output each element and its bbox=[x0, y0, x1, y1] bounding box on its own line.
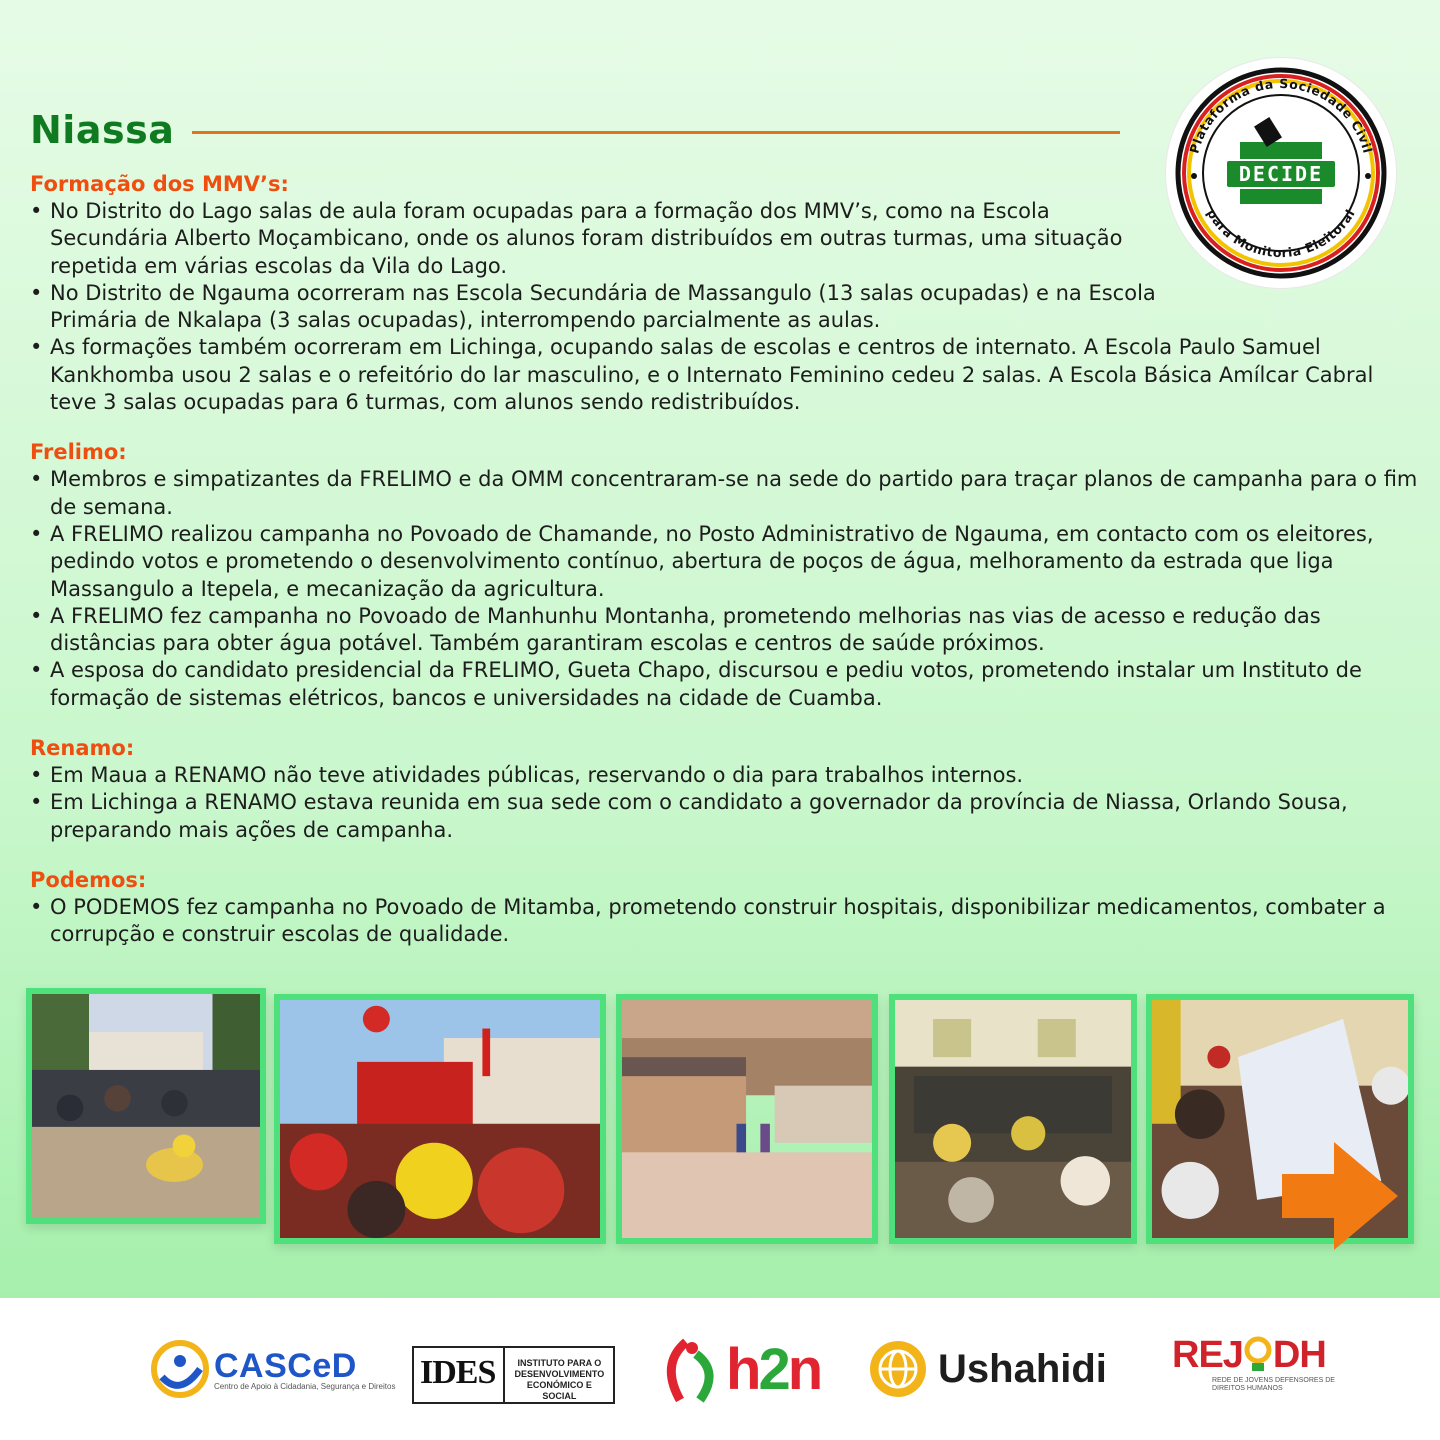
logo-bottom-text: para Monitoria Eleitoral bbox=[1204, 206, 1358, 261]
partners-footer bbox=[0, 1298, 1440, 1440]
logo-top-text: Plataforma da Sociedade Civil bbox=[1186, 75, 1376, 156]
list-item: • No Distrito de Ngauma ocorreram nas Escola Secundária de Massangulo (13 salas ocupadas) e na Escola Primária de Nkalapa (3 salas ocupadas), interrompendo parcialmente as aulas. bbox=[30, 280, 1160, 335]
casced-logo-icon bbox=[150, 1339, 210, 1399]
rejodh-subtitle: REDE DE JOVENS DEFENSORES DE DIREITOS HUMANOS bbox=[1212, 1376, 1335, 1392]
rejodh-name-b: DH bbox=[1272, 1333, 1326, 1376]
h2n-wordmark bbox=[726, 1336, 820, 1403]
globe-icon bbox=[866, 1337, 930, 1401]
photo-frelimo-rally bbox=[274, 994, 606, 1244]
photo-school-building bbox=[616, 994, 878, 1244]
photo-image bbox=[622, 1000, 872, 1238]
partner-ushahidi bbox=[866, 1334, 1107, 1404]
logo-center-text: DECIDE bbox=[1238, 162, 1324, 186]
rejodh-name-a: REJ bbox=[1172, 1333, 1243, 1376]
title-row bbox=[30, 108, 1130, 152]
section-heading: Podemos: bbox=[30, 867, 147, 892]
list-item: • Em Maua a RENAMO não teve atividades públicas, reservando o dia para trabalhos internos. bbox=[30, 762, 1420, 789]
bullet-list bbox=[30, 894, 1420, 949]
h2n-letter-n: n bbox=[787, 1336, 821, 1402]
list-item: • A esposa do candidato presidencial da FRELIMO, Gueta Chapo, discursou e pediu votos, prometendo instalar um Instituto de formação de sistemas elétricos, bancos e universidades na cidade de Cuamba. bbox=[30, 657, 1420, 712]
h2n-logo-icon bbox=[656, 1334, 726, 1404]
photo-classroom-training bbox=[889, 994, 1137, 1244]
title-divider bbox=[192, 131, 1120, 134]
bullet-list bbox=[30, 762, 1420, 844]
section-podemos bbox=[30, 866, 1420, 949]
photo-crowd-outdoor bbox=[26, 988, 266, 1224]
casced-name: CASCeD bbox=[214, 1347, 357, 1385]
partner-ides bbox=[412, 1340, 615, 1410]
casced-subtitle: Centro de Apoio à Cidadania, Segurança e Direitos bbox=[214, 1382, 396, 1391]
list-item: • O PODEMOS fez campanha no Povoado de Mitamba, prometendo construir hospitais, disponibilizar medicamentos, combater a corrupção e construir escolas de qualidade. bbox=[30, 894, 1420, 949]
list-item: • Em Lichinga a RENAMO estava reunida em sua sede com o candidato a governador da província de Niassa, Orlando Sousa, preparando mais ações de campanha. bbox=[30, 789, 1420, 844]
list-item bbox=[30, 334, 1420, 416]
list-item: • Membros e simpatizantes da FRELIMO e da OMM concentraram-se na sede do partido para traçar planos de campanha para o fim de semana. bbox=[30, 466, 1420, 521]
photo-image bbox=[32, 994, 260, 1218]
photo-gallery bbox=[26, 988, 1416, 1248]
partner-h2n bbox=[656, 1334, 820, 1404]
section-heading: Frelimo: bbox=[30, 440, 127, 465]
next-arrow-icon[interactable] bbox=[1280, 1140, 1400, 1252]
bullet-list bbox=[30, 198, 1420, 416]
section-frelimo bbox=[30, 438, 1420, 712]
section-heading: Renamo: bbox=[30, 736, 135, 761]
ides-name: IDES bbox=[414, 1348, 505, 1402]
bulb-icon bbox=[1243, 1335, 1273, 1375]
ides-subtitle: INSTITUTO PARA O DESENVOLVIMENTO ECONÓMICO E SOCIAL bbox=[514, 1358, 605, 1401]
partner-casced bbox=[150, 1334, 395, 1404]
h2n-digit: 2 bbox=[758, 1336, 788, 1402]
list-item: • A FRELIMO realizou campanha no Povoado de Chamande, no Posto Administrativo de Ngauma, em contacto com os eleitores, pedindo votos e prometendo o desenvolvimento contínuo, abertura de poços de água, melhoramento da estrada que liga Massangulo a Itepela, e mecanização da agricultura. bbox=[30, 521, 1420, 603]
bullet-list bbox=[30, 466, 1420, 712]
ushahidi-name: Ushahidi bbox=[938, 1346, 1107, 1391]
h2n-letter-h: h bbox=[726, 1336, 759, 1402]
section-formacao bbox=[30, 170, 1420, 416]
section-heading: Formação dos MMV’s: bbox=[30, 172, 289, 196]
list-item: • No Distrito do Lago salas de aula foram ocupadas para a formação dos MMV’s, como na Escola Secundária Alberto Moçambicano, onde os alunos foram distribuídos em outras turmas, uma situação repetida em várias escolas da Vila do Lago. bbox=[30, 198, 1160, 280]
partner-rejodh bbox=[1172, 1328, 1362, 1398]
list-item: • A FRELIMO fez campanha no Povoado de Manhunhu Montanha, prometendo melhorias nas vias de acesso e redução das distâncias para obter água potável. Também garantiram escolas e centros de saúde próximos. bbox=[30, 603, 1420, 658]
photo-image bbox=[280, 1000, 600, 1238]
photo-image bbox=[895, 1000, 1131, 1238]
section-renamo bbox=[30, 734, 1420, 844]
list-item-text: As formações também ocorreram em Lichinga, ocupando salas de escolas e centros de internato. A Escola Paulo Samuel Kankhomba usou 2 salas e o refeitório do lar masculino, e o Internato Feminino cedeu 2 salas. A Escola Básica Amílcar Cabral teve 3 salas ocupadas para 6 turmas, com alunos sendo redistribuídos. bbox=[50, 335, 1374, 415]
page-title: Niassa bbox=[30, 108, 175, 152]
content-body bbox=[30, 170, 1420, 971]
